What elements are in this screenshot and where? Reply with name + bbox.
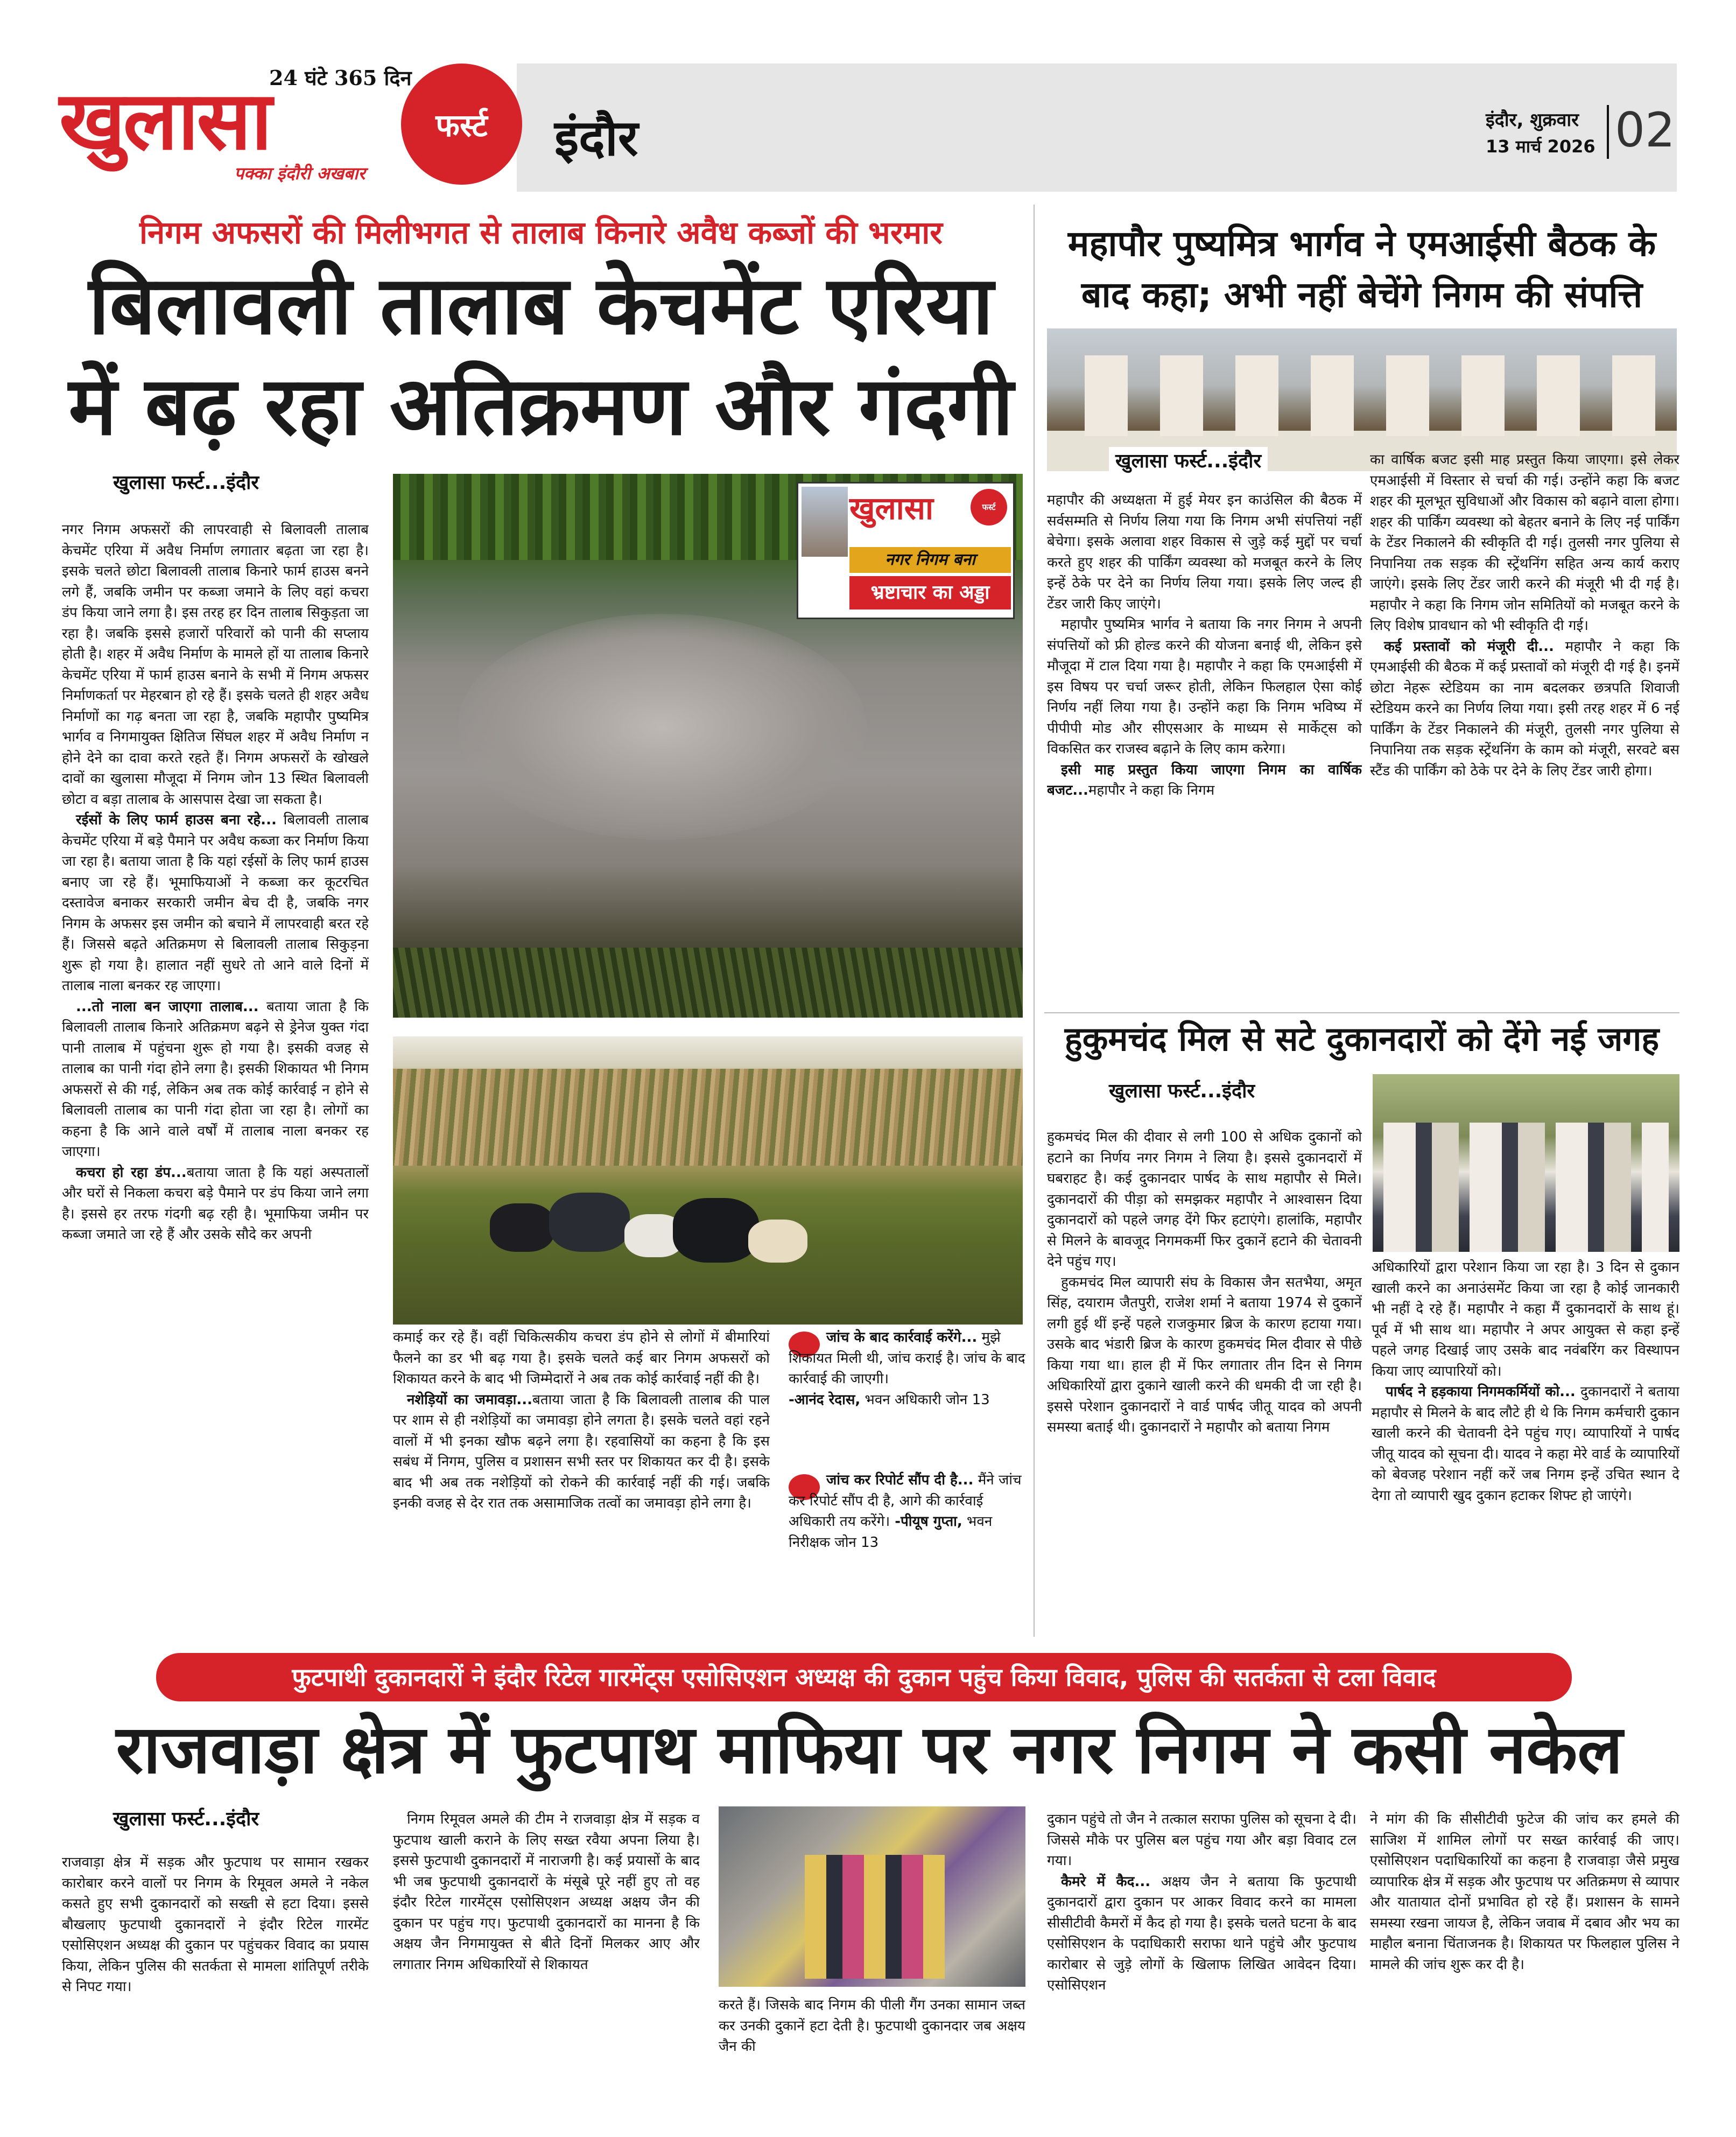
story3-para: अधिकारियों द्वारा परेशान किया जा रहा है। 3 दिन से दुकान खाली करने का अनाउंसमेंट किया जा रहा है कोई जानकारी भी नहीं दे रहे हैं। महापौर ने कहा मैं दुकानदारों के साथ हूं। पूर्व में भी साथ था। महापौर ने अपर आयुक्त से कहा इन्हें पहले जगह दिखाई जाए उसके बाद नवंबरिंग कर विस्थापन किया जाए व्यापारियों को। — [1372, 1259, 1679, 1379]
quote-text: मैंने जांच कर रिपोर्ट सौंप दी है, आगे की कार्रवाई अधिकारी तय करेंगे। — [789, 1472, 1022, 1530]
story4-column-1 — [62, 1852, 369, 2051]
story1-para — [393, 1390, 770, 1514]
masthead — [0, 0, 1736, 184]
story4-byline: खुलासा फर्स्ट...इंदौर — [113, 1808, 259, 1830]
story2-para: का वार्षिक बजट इसी माह प्रस्तुत किया जाएगा। इसे लेकर एमआईसी में विस्तार से चर्चा की गई। उन्होंने कहा कि बजट शहर की मूलभूत सुविधाओं और विकास को बढ़ाने वाला होगा। शहर की पार्किंग व्यवस्था को बेहतर बनाने के लिए नई पार्किंग के टेंडर निकालने की स्वीकृति दी गई। तुलसी नगर पुलिया से निपानिया तक सड़क की स्ट्रेंथनिंग सहित अन्य कार्य कराए जाएंगे। इसके लिए टेंडर जारी करने की मंजूरी भी दी गई है। महापौर ने कहा कि निगम जोन समितियों को मजबूत करने के लिए विशेष प्रावधान को भी स्वीकृति दी गई। — [1370, 452, 1679, 634]
story4-para: राजवाड़ा क्षेत्र में सड़क और फुटपाथ पर सामान रखकर कारोबार करने वालों पर निगम के रिमूवल अमले ने नकेल कसते हुए सभी दुकानदारों को सख्ती से हटा दिया। इससे बौखलाए फुटपाथी दुकानदारों ने इंदौर रिटेल गारमेंट एसोसिएशन अध्यक्ष की दुकान पर पहुंचकर विवाद का प्रयास किया, लेकिन पुलिस की सतर्कता से मामला शांतिपूर्ण तरीके से निपट गया। — [62, 1854, 369, 1995]
story1-headline-2: में बढ़ रहा अतिक्रमण और गंदगी — [68, 360, 1014, 453]
badge-brand: खुलासा — [849, 490, 934, 527]
story3-para: हुकमचंद मिल की दीवार से लगी 100 से अधिक दुकानों को हटाने का निर्णय नगर निगम ने लिया है। इससे दुकानदारों में घबराहट है। कई दुकानदार पार्षद के साथ महापौर से मिले। दुकानदारों की पीड़ा को समझकर महापौर ने आश्वासन दिया दुकानदारों को पहले जगह देंगे फिर हटाएंगे। हालांकि, महापौर से मिलने के बावजूद निगमकर्मी फिर दुकानें हटाने की चेतावनी देने पहुंच गए। — [1047, 1129, 1362, 1270]
story1-para: कमाई कर रहे हैं। वहीं चिकित्सकीय कचरा डंप होने से लोगों में बीमारियां फैलने का डर भी बढ़ गया है। इसके चलते कई बार निगम अफसरों को शिकायत करने के बाद भी जिम्मेदारों ने अब तक कोई कार्रवाई नहीं की है। — [393, 1329, 770, 1387]
quote-box-1 — [789, 1327, 1025, 1465]
story2-para: महापौर की अध्यक्षता में हुई मेयर इन काउंसिल की बैठक में सर्वसम्मति से निर्णय लिया गया कि निगम अभी संपत्तियां नहीं बेचेगा। इसके अलावा शहर विकास से जुड़े कई मुद्दों पर चर्चा करते हुए शहर की पार्किंग व्यवस्था को मजबूत करने के लिए इन्हें ठेके पर देने का निर्णय लिया गया। इसके लिए जल्द ही टेंडर जारी किए जाएंगे। — [1047, 492, 1362, 612]
quote-body — [789, 1327, 1025, 1410]
dry-grass — [393, 1069, 1023, 1166]
subhead: पार्षद ने हड़काया निगमकर्मियों को... — [1386, 1384, 1576, 1400]
quote-body — [789, 1470, 1025, 1553]
subhead: इसी माह प्रस्तुत किया जाएगा निगम का वार्षिक बजट... — [1047, 761, 1362, 798]
story3-para — [1372, 1382, 1679, 1506]
story2-para — [1047, 760, 1362, 801]
story2-byline: खुलासा फर्स्ट...इंदौर — [1109, 447, 1268, 473]
quote-box-2 — [789, 1470, 1025, 1631]
story4-kicker-banner — [156, 1653, 1572, 1701]
bag — [549, 1193, 630, 1252]
story4-column-5 — [1370, 1809, 1679, 2057]
brand-badge — [401, 64, 522, 185]
story1-para — [62, 810, 369, 997]
story4-column-2 — [393, 1809, 700, 2051]
story3-column-1 — [1047, 1127, 1362, 1644]
subhead: कई प्रस्तावों को मंजूरी दी... — [1384, 638, 1554, 655]
story3-headline: हुकुमचंद मिल से सटे दुकानदारों को देंगे नई जगह — [1064, 1019, 1660, 1059]
story2-headline-1: महापौर पुष्यमित्र भार्गव ने एमआईसी बैठक के — [1067, 223, 1656, 264]
quote-role: भवन निरीक्षक जोन 13 — [789, 1514, 993, 1551]
date: 13 मार्च 2026 — [1486, 136, 1596, 157]
bag — [490, 1203, 554, 1252]
quote-name: -पीयूष गुप्ता, — [890, 1514, 962, 1530]
story4-para: निगम रिमूवल अमले की टीम ने राजवाड़ा क्षेत्र में सड़क व फुटपाथ खाली कराने के लिए सख्त रवैया अपना लिया है। इससे फुटपाथी दुकानदारों में नाराजगी है। कई प्रयासों के बाद भी जब फुटपाथी दुकानदारों के मंसूबे पूरे नहीं हुए तो वह इंदौर रिटेल गारमेंट्स एसोसिएशन अध्यक्ष अक्षय जैन की दुकान पर पहुंच गए। फुटपाथी दुकानदारों का मानना है कि अक्षय जैन निगमायुक्त से बीते दिनों मिलकर आए और लगातार निगम अधिकारियों से शिकायत — [393, 1811, 700, 1973]
story2-column-1 — [1047, 490, 1362, 996]
brand-badge-text: फर्स्ट — [435, 107, 488, 144]
corruption-badge — [797, 482, 1015, 619]
story3-column-2 — [1372, 1257, 1679, 1645]
story2-column-2 — [1370, 450, 1679, 1004]
subhead: कचरा हो रहा डंप... — [76, 1164, 187, 1181]
story4-para — [1047, 1872, 1357, 1996]
bank-grass — [393, 948, 1023, 1018]
subhead: नशेड़ियों का जमावड़ा... — [407, 1391, 532, 1408]
garbage-bags — [479, 1171, 813, 1284]
para-text: बिलावली तालाब केचमेंट एरिया में बड़े पैमाने पर अवैध कब्जा कर निर्माण किया जा रहा है। बताया जाता है कि यहां रईसों के लिए फार्म हाउस बनाए जा रहे हैं। भूमाफियाओं ने कब्जा कर कूटरचित दस्तावेज बनाकर सरकारी जमीन बेच दी है, जबकि नगर निगम के अफसर इस जमीन को बचाने में लापरवाही बरत रहे हैं। जिससे बढ़ते अतिक्रमण से बिलावली तालाब सिकुड़ना शुरू हो गया है। हालात नहीं सुधरे तो आने वाले दिनों में तालाब नाला बनकर रह जाएगा। — [62, 812, 369, 994]
quote-name: -आनंद रेदास, — [789, 1391, 861, 1408]
subhead: रईसों के लिए फार्म हाउस बना रहे... — [76, 812, 277, 828]
story3-byline: खुलासा फर्स्ट...इंदौर — [1109, 1080, 1255, 1102]
story1-kicker: निगम अफसरों की मिलीभगत से तालाब किनारे अवैध कब्जों की भरमार — [139, 214, 943, 251]
story2-para: महापौर पुष्यमित्र भार्गव ने बताया कि नगर निगम ने अपनी संपत्तियों को फ्री होल्ड करने की योजना बनाई थी, लेकिन इसे मौजूदा में टाल दिया गया है। महापौर ने कहा कि एमआईसी में इस विषय पर चर्चा जरूर होती, लेकिन फिलहाल ऐसा कोई निर्णय नहीं लिया गया है। उन्होंने कहा कि निगम भविष्य में पीपीपी मोड और सीएसआर के माध्यम से मार्केट्स को विकसित कर राजस्व बढ़ाने के लिए काम करेगा। — [1047, 616, 1362, 757]
story1-para — [62, 997, 369, 1162]
column-divider — [1034, 205, 1035, 1637]
para-text: अक्षय जैन ने बताया कि फुटपाथी दुकानदारों द्वारा दुकान पर आकर विवाद करने का मामला सीसीटीवी कैमरों में कैद हो गया है। इसके चलते घटना के बाद एसोसिएशन के पदाधिकारी सराफा थाने पहुंचे और फुटपाथ कारोबार से जुड़े लोगों के खिलाफ लिखित आवेदन दिया। एसोसिएशन — [1047, 1873, 1357, 1993]
cctv-figures — [805, 1855, 945, 1979]
water-reflection — [458, 614, 867, 840]
people — [1383, 1123, 1669, 1252]
para-text: दुकानदारों ने बताया महापौर से मिलने के बाद लौटे ही थे कि निगम कर्मचारी दुकान खाली करने की चेतावनी देने पहुंच गए। व्यापारियों ने पार्षद जीतू यादव को सूचना दी। यादव ने कहा मेरे वार्ड के व्यापारियों को बेवजह परेशान नहीं करें जब निगम इन्हें उचित स्थान दे देगा तो व्यापारी खुद दुकान हटाकर शिफ्ट हो जाएंगे। — [1372, 1384, 1679, 1504]
quote-lead: जांच कर रिपोर्ट सौंप दी है... — [826, 1472, 974, 1488]
dateline: इंदौर, शुक्रवार — [1486, 109, 1579, 131]
brand-logo: खुलासा — [59, 74, 270, 168]
para-text: बताया जाता है कि बिलावली तालाब किनारे अतिक्रमण बढ़ने से ड्रेनेज युक्त गंदा पानी तालाब में पहुंचना शुरू हो गया है। इसकी वजह से तालाब का पानी गंदा होने लगा है। इसकी शिकायत भी निगम अफसरों से की गई, लेकिन अब तक कोई कार्रवाई न होने से बिलावली तालाब का पानी गंदा होता जा रहा है। लोगों का कहना है कि आने वाले वर्षों में तालाब नाला बनकर रह जाएगा। — [62, 998, 369, 1160]
badge-circle — [971, 489, 1007, 526]
garbage-photo — [393, 1036, 1023, 1325]
subhead: कैमरे में कैद... — [1061, 1873, 1151, 1890]
story4-kicker: फुटपाथी दुकानदारों ने इंदौर रिटेल गारमेंट्स एसोसिएशन अध्यक्ष की दुकान पहुंच किया विवाद, पुलिस की सतर्कता से टला विवाद — [292, 1663, 1436, 1692]
badge-circle-text: फर्स्ट — [982, 502, 996, 512]
story1-byline: खुलासा फर्स्ट...इंदौर — [113, 472, 259, 494]
story4-para: करते हैं। जिसके बाद निगम की पीली गैंग उनका सामान जब्त कर उनकी दुकानें हटा देती है। फुटपाथी दुकानदार जब अक्षय जैन की — [719, 1997, 1025, 2055]
page-number: 02 — [1615, 102, 1675, 158]
edition-city: इंदौर — [554, 109, 638, 167]
badge-line2: भ्रष्टाचार का अड्डा — [849, 576, 1011, 609]
para-text: बताया जाता है कि यहां अस्पतालों और घरों से निकला कचरा बड़े पैमाने पर डंप किया जाने लगा है। इससे हर तरफ गंदगी बढ़ रही है। भूमाफिया जमीन पर कब्जा जमाते जा रहे हैं और उसके सौदे कर अपनी — [62, 1164, 369, 1243]
brand-slogan: पक्का इंदौरी अखबार — [234, 163, 366, 184]
masthead-divider — [1607, 105, 1609, 159]
story1-column-2 — [393, 1327, 770, 1639]
quote-role: भवन अधिकारी जोन 13 — [860, 1391, 990, 1408]
story1-para: नगर निगम अफसरों की लापरवाही से बिलावली तालाब केचमेंट एरिया में अवैध निर्माण लगातार बढ़ता जा रहा है। इसके चलते छोटा बिलावली तालाब किनारे फार्म हाउस बनने लगे हैं, जबकि जमीन पर कब्जा जमाने के लिए वहां कचरा डंप किया जाने लगा है। इस तरह हर दिन तालाब सिकुड़ता जा रहा है। जबकि इससे हजारों परिवारों को पानी की सप्लाय होती है। शहर में अवैध निर्माण के मामले हों या तालाब किनारे केचमेंट एरिया में फार्म हाउस बनाने के सभी में निगम अफसर निर्माणकर्ता पर मेहरबान हो रहे हैं। इसके चलते ही शहर अवैध निर्माणों का गढ़ बनता जा रहा है, जबकि महापौर पुष्यमित्र भार्गव व निगमायुक्त क्षितिज सिंघल शहर में अवैध निर्माण न होने देने का दावा करते रहते हैं। निगम अफसरों के खोखले दावों का खुलासा मौजूदा में निगम जोन 13 स्थित बिलावली छोटा व बड़ा तालाब के आसपास देखा जा सकता है। — [62, 522, 369, 808]
bag — [748, 1220, 807, 1263]
story4-para: दुकान पहुंचे तो जैन ने तत्काल सराफा पुलिस को सूचना दे दी। जिससे मौके पर पुलिस बल पहुंच गया और बड़ा विवाद टल गया। — [1047, 1811, 1357, 1869]
para-text: बताया जाता है कि बिलावली तालाब की पाल पर शाम से ही नशेड़ियों का जमावड़ा होने लगता है। इसके चलते वहां रहने वालों में भी इनका खौफ बढ़ने लगा है। रहवासियों का कहना है कि इस सबंध में निगम, पुलिस व प्रशासन सभी स्तर पर शिकायत कर दी है। इसके बाद भी अब तक नशेड़ियों को रोकने की कार्रवाई नहीं की गई। जबकि इनकी वजह से देर रात तक असामाजिक तत्वों का जमावड़ा होने लगा है। — [393, 1391, 770, 1511]
story2-headline-2: बाद कहा; अभी नहीं बेचेंगे निगम की संपत्ति — [1081, 274, 1643, 316]
attendees — [1069, 355, 1661, 436]
para-text: महापौर ने कहा कि निगम — [1088, 782, 1215, 798]
story4-column-4 — [1047, 1809, 1357, 2057]
badge-line1: नगर निगम बना — [849, 547, 1011, 573]
bag — [673, 1198, 759, 1263]
cctv-photo — [719, 1806, 1025, 1987]
story1-headline-1: बिलावली तालाब केचमेंट एरिया — [88, 259, 994, 353]
story2-para — [1370, 636, 1679, 782]
story4-para: ने मांग की कि सीसीटीवी फुटेज की जांच कर हमले की साजिश में शामिल लोगों पर सख्त कार्रवाई की जाए। एसोसिएशन पदाधिकारियों का कहना है राजवाड़ा जैसे प्रमुख व्यापारिक क्षेत्र में सड़क और फुटपाथ पर अतिक्रमण से व्यापार और यातायात दोनों प्रभावित हो रहे हैं। प्रशासन के सामने समस्या रखना जायज है, लेकिन जवाब में दबाव और भय का माहौल बनाना चिंताजनक है। शिकायत पर फिलहाल पुलिस ने मामले की जांच शुरू कर दी है। — [1370, 1811, 1679, 1973]
badge-temple-image — [802, 487, 848, 557]
masthead-tagline: 24 घंटे 365 दिन — [269, 66, 412, 90]
story4-headline: राजवाड़ा क्षेत्र में फुटपाथ माफिया पर नगर निगम ने कसी नकेल — [116, 1711, 1623, 1789]
story1-column-1 — [62, 520, 369, 1623]
subhead: ...तो नाला बन जाएगा तालाब... — [76, 998, 259, 1015]
para-text: महापौर ने कहा कि एमआईसी की बैठक में कई प्रस्तावों को मंजूरी दी गई है। इनमें छोटा नेहरू स्टेडियम का नाम बदलकर छत्रपति शिवाजी स्टेडियम करने का निर्णय लिया गया। इसी तरह शहर में 6 नई पार्किंग के टेंडर निकालने की मंजूरी, तुलसी नगर पुलिया से निपानिया तक सड़क स्ट्रेंथनिंग के काम को मंजूरी, सरवटे बस स्टैंड की पार्किंग को ठेके पर देने के लिए टेंडर जारी होगा। — [1370, 638, 1679, 779]
story3-para: हुकमचंद मिल व्यापारी संघ के विकास जैन सतभैया, अमृत सिंह, दयाराम जैतपुरी, राजेश शर्मा ने बताया 1974 से दुकानें लगी हुई थीं इन्हें पहले राजकुमार ब्रिज के कारण हटाया गया। उसके बाद भंडारी ब्रिज के कारण हुकमचंद मिल दीवार से पीछे किया गया था। हाल ही में फिर लगातार तीन दिन से निगम अधिकारियों द्वारा दुकाने खाली करने की धमकी दी जा रही है। इससे परेशान दुकानदारों ने वार्ड पार्षद जीतू यादव को अपनी समस्या बताई थी। दुकानदारों ने महापौर को बताया निगम — [1047, 1274, 1362, 1435]
quote-text: मुझे शिकायत मिली थी, जांच कराई है। जांच के बाद कार्रवाई की जाएगी। — [789, 1329, 1025, 1387]
story4-column-3 — [719, 1995, 1025, 2059]
story1-para — [62, 1162, 369, 1245]
shopkeepers-photo — [1373, 1074, 1679, 1252]
quote-lead: जांच के बाद कार्रवाई करेंगे... — [826, 1329, 978, 1346]
